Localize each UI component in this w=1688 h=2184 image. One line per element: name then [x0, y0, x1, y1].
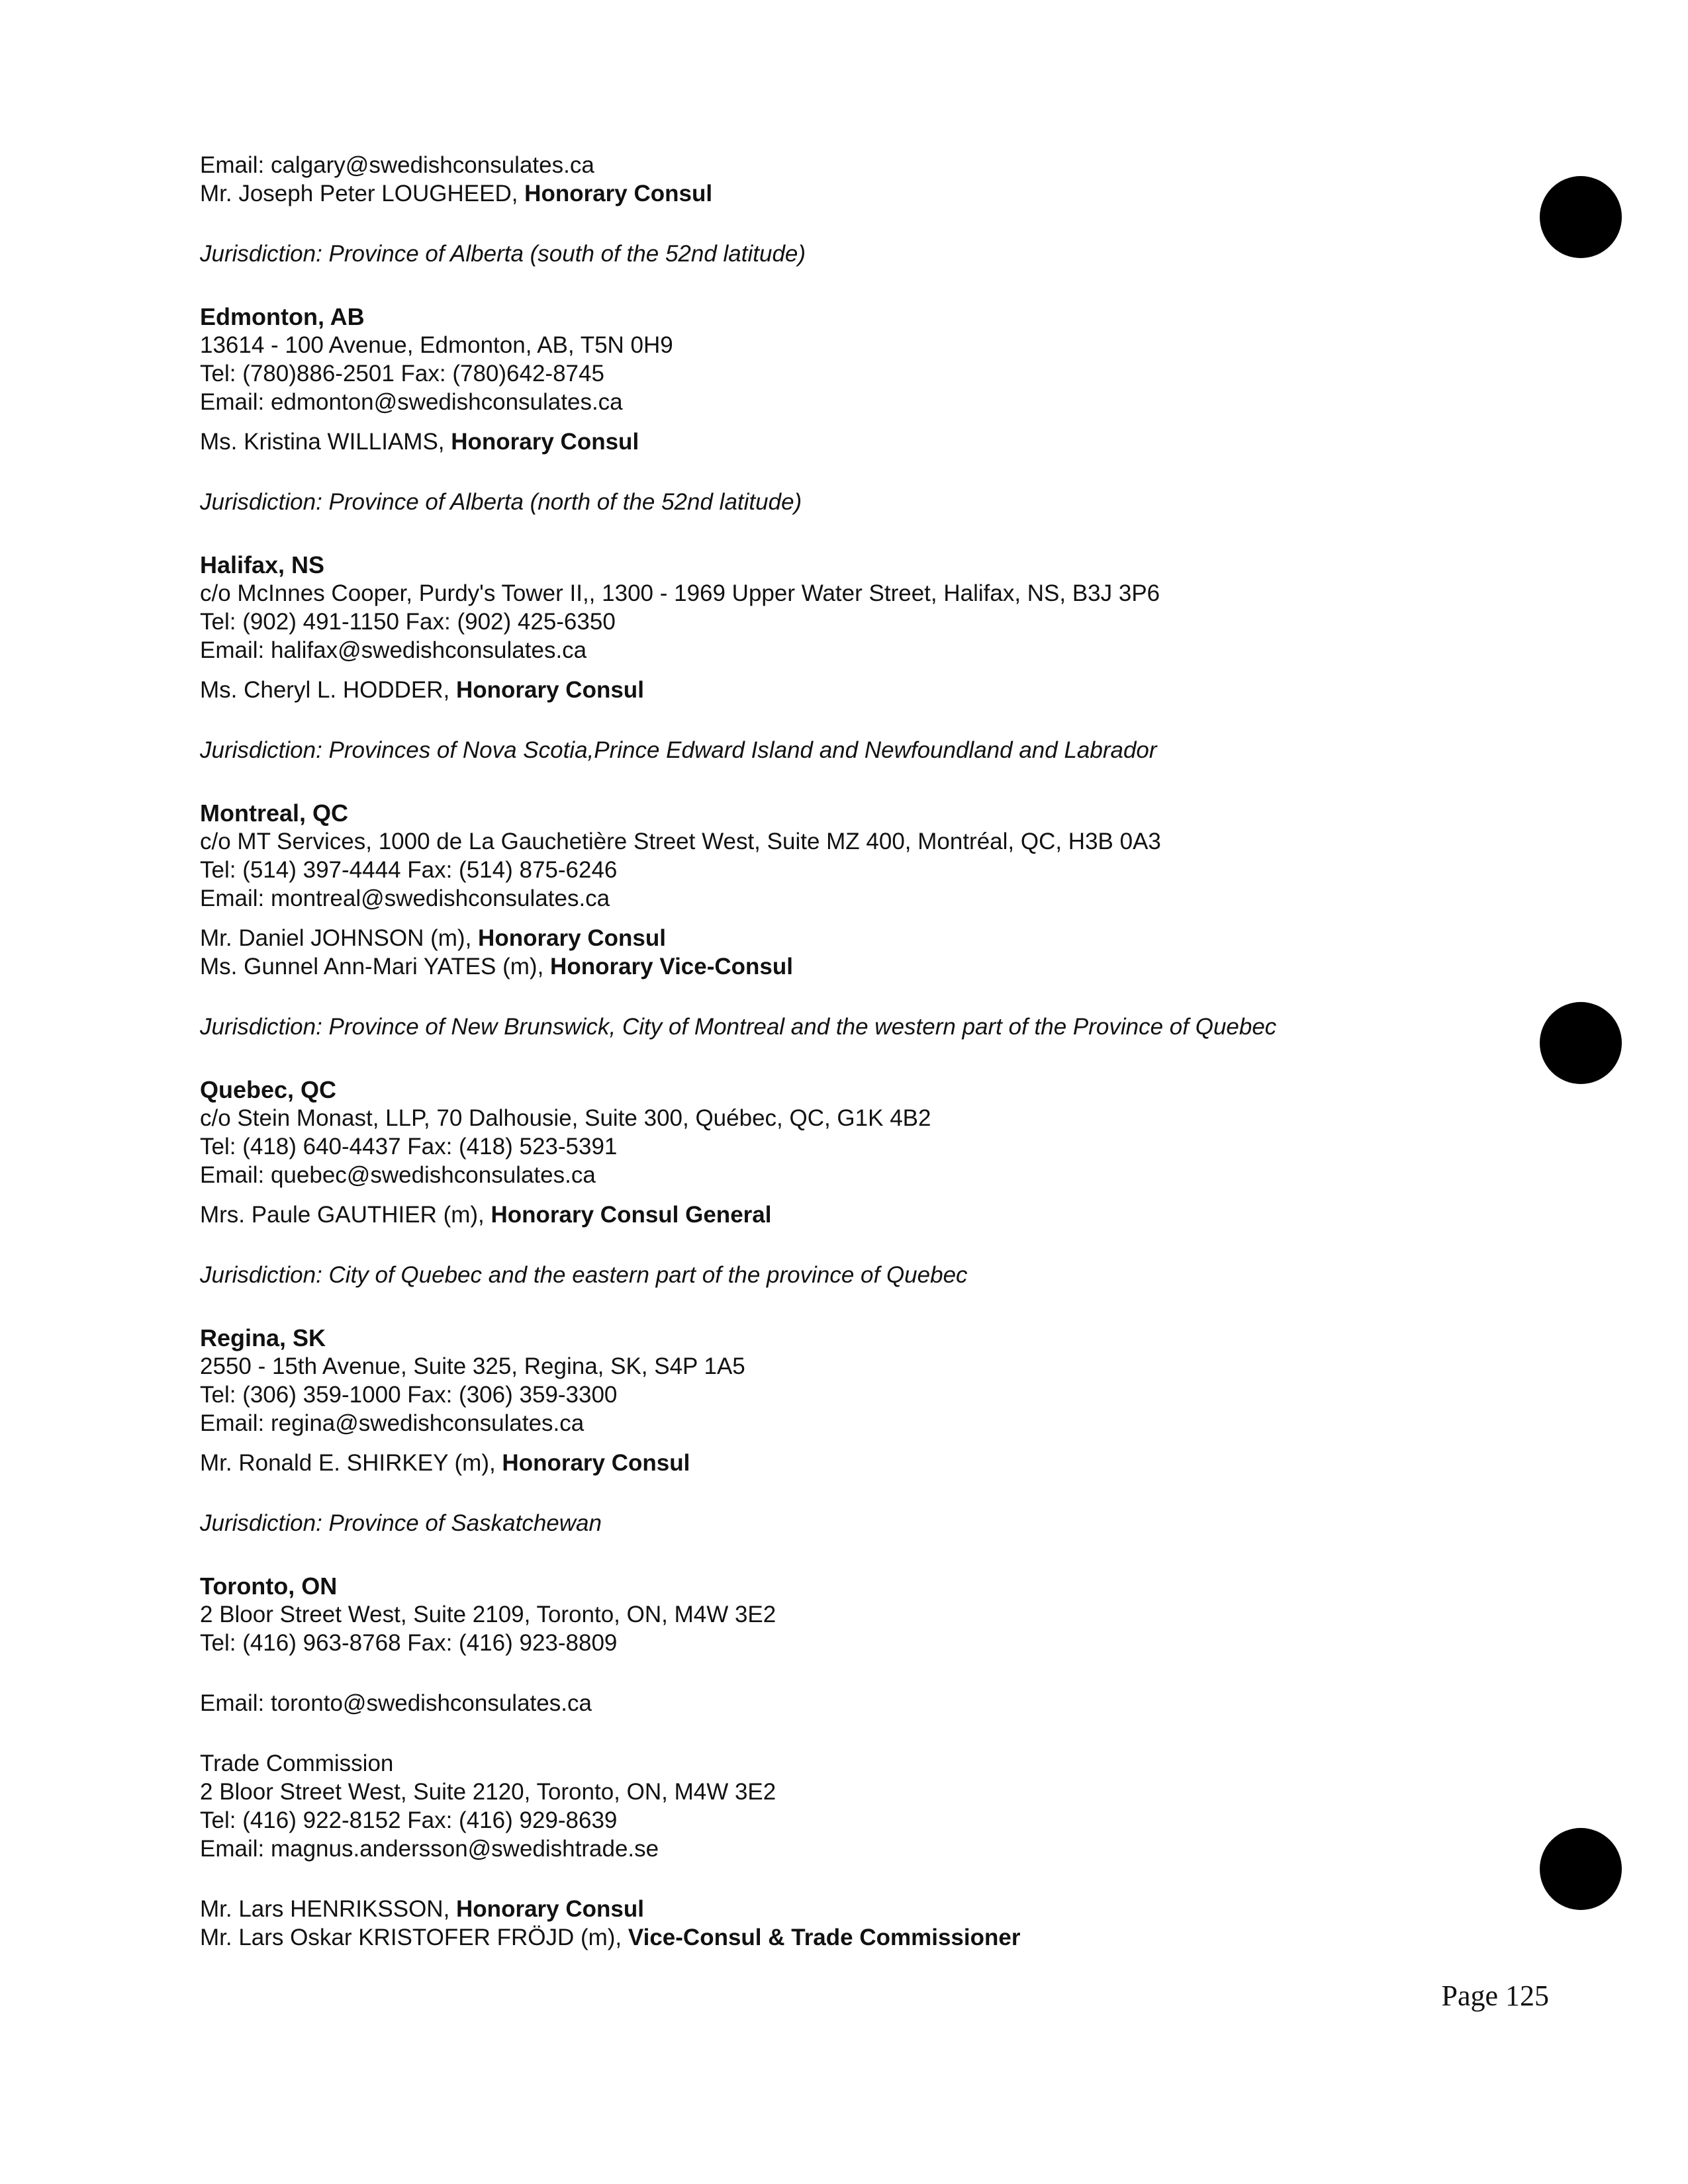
quebec-consul — [200, 1201, 1537, 1229]
trade-commission-heading: Trade Commission — [200, 1751, 394, 1776]
consul-title: Honorary Consul — [456, 677, 644, 703]
trade-commission-address: 2 Bloor Street West, Suite 2120, Toronto, ON, M4W 3E2 — [200, 1779, 776, 1805]
consul-name: Mr. Lars Oskar KRISTOFER FRÖJD (m), — [200, 1925, 628, 1950]
edmonton-email: Email: edmonton@swedishconsulates.ca — [200, 389, 623, 415]
consul-title: Honorary Consul — [524, 181, 713, 206]
halifax-address: c/o McInnes Cooper, Purdy's Tower II,, 1300 - 1969 Upper Water Street, Halifax, NS, B3J 3P6 — [200, 580, 1160, 606]
trade-commission-tel-fax: Tel: (416) 922-8152 Fax: (416) 929-8639 — [200, 1807, 618, 1833]
consul-name: Mr. Lars HENRIKSSON, — [200, 1896, 457, 1922]
montreal-heading: Montreal, QC — [200, 799, 349, 827]
montreal-consul — [200, 924, 1537, 952]
toronto-vice-consul — [200, 1923, 1537, 1952]
toronto-email: Email: toronto@swedishconsulates.ca — [200, 1690, 592, 1716]
halifax-consul — [200, 676, 1537, 704]
quebec-tel-fax: Tel: (418) 640-4437 Fax: (418) 523-5391 — [200, 1134, 618, 1160]
consul-title: Honorary Vice-Consul — [550, 954, 793, 979]
consul-title: Honorary Consul — [478, 925, 666, 951]
halifax-email: Email: halifax@swedishconsulates.ca — [200, 637, 587, 663]
consul-name: Mrs. Paule GAUTHIER (m), — [200, 1202, 491, 1228]
regina-email: Email: regina@swedishconsulates.ca — [200, 1410, 585, 1436]
consul-name: Ms. Gunnel Ann-Mari YATES (m), — [200, 954, 551, 979]
calgary-email: Email: calgary@swedishconsulates.ca — [200, 152, 594, 178]
montreal-address: c/o MT Services, 1000 de La Gauchetière Street West, Suite MZ 400, Montréal, QC, H3B 0A3 — [200, 829, 1161, 854]
edmonton-consul — [200, 428, 1537, 456]
toronto-consul — [200, 1895, 1537, 1923]
montreal-email: Email: montreal@swedishconsulates.ca — [200, 886, 610, 911]
consul-title: Vice-Consul & Trade Commissioner — [628, 1925, 1021, 1950]
edmonton-jurisdiction: Jurisdiction: Province of Alberta (north of the 52nd latitude) — [200, 489, 802, 515]
trade-commission-email: Email: magnus.andersson@swedishtrade.se — [200, 1836, 659, 1862]
edmonton-address: 13614 - 100 Avenue, Edmonton, AB, T5N 0H9 — [200, 332, 673, 358]
regina-consul — [200, 1449, 1537, 1477]
toronto-heading: Toronto, ON — [200, 1572, 338, 1600]
consulate-listing — [200, 151, 1537, 1952]
toronto-address: 2 Bloor Street West, Suite 2109, Toronto, ON, M4W 3E2 — [200, 1602, 776, 1627]
punch-hole-bottom — [1540, 1828, 1622, 1910]
montreal-jurisdiction: Jurisdiction: Province of New Brunswick, City of Montreal and the western part of the Province of Quebec — [200, 1014, 1277, 1040]
consul-title: Honorary Consul General — [491, 1202, 772, 1228]
consul-name: Mr. Joseph Peter LOUGHEED, — [200, 181, 525, 206]
consul-title: Honorary Consul — [502, 1450, 690, 1476]
quebec-address: c/o Stein Monast, LLP, 70 Dalhousie, Suite 300, Québec, QC, G1K 4B2 — [200, 1105, 931, 1131]
halifax-tel-fax: Tel: (902) 491-1150 Fax: (902) 425-6350 — [200, 609, 616, 635]
consul-title: Honorary Consul — [451, 429, 639, 455]
montreal-vice-consul — [200, 952, 1537, 981]
punch-hole-top — [1540, 176, 1622, 258]
edmonton-tel-fax: Tel: (780)886-2501 Fax: (780)642-8745 — [200, 361, 604, 387]
calgary-jurisdiction: Jurisdiction: Province of Alberta (south of the 52nd latitude) — [200, 241, 806, 267]
regina-address: 2550 - 15th Avenue, Suite 325, Regina, SK, S4P 1A5 — [200, 1353, 745, 1379]
toronto-tel-fax: Tel: (416) 963-8768 Fax: (416) 923-8809 — [200, 1630, 618, 1656]
montreal-tel-fax: Tel: (514) 397-4444 Fax: (514) 875-6246 — [200, 857, 618, 883]
page-number: Page 125 — [1441, 1979, 1549, 2012]
halifax-heading: Halifax, NS — [200, 551, 325, 578]
edmonton-heading: Edmonton, AB — [200, 303, 365, 330]
consul-name: Ms. Kristina WILLIAMS, — [200, 429, 451, 455]
quebec-jurisdiction: Jurisdiction: City of Quebec and the eastern part of the province of Quebec — [200, 1262, 968, 1288]
calgary-consul — [200, 179, 1537, 208]
punch-hole-middle — [1540, 1002, 1622, 1084]
consul-name: Mr. Ronald E. SHIRKEY (m), — [200, 1450, 502, 1476]
quebec-email: Email: quebec@swedishconsulates.ca — [200, 1162, 596, 1188]
regina-tel-fax: Tel: (306) 359-1000 Fax: (306) 359-3300 — [200, 1382, 618, 1408]
regina-heading: Regina, SK — [200, 1324, 326, 1351]
regina-jurisdiction: Jurisdiction: Province of Saskatchewan — [200, 1510, 602, 1536]
consul-name: Ms. Cheryl L. HODDER, — [200, 677, 456, 703]
consul-name: Mr. Daniel JOHNSON (m), — [200, 925, 479, 951]
halifax-jurisdiction: Jurisdiction: Provinces of Nova Scotia,Prince Edward Island and Newfoundland and Labrador — [200, 737, 1157, 763]
consul-title: Honorary Consul — [456, 1896, 644, 1922]
quebec-heading: Quebec, QC — [200, 1076, 337, 1103]
